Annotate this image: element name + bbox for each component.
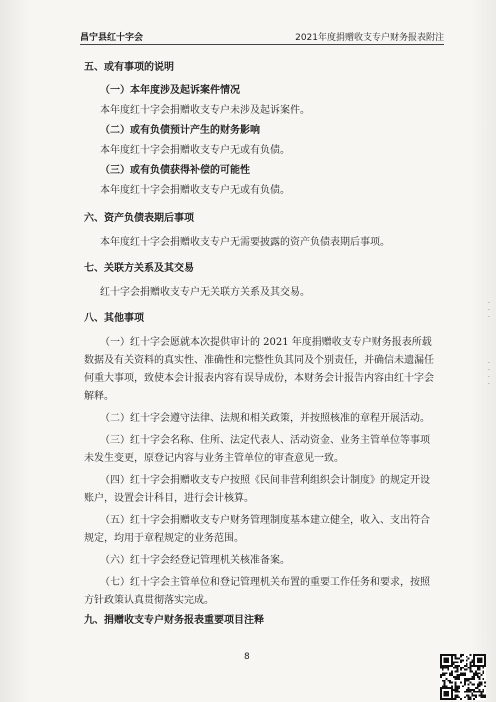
header-doc-title: 2021年度捐赠收支专户财务报表附注 — [295, 33, 444, 43]
page-number: 8 — [244, 652, 250, 662]
body-text-line: 未发生变更，原登记内容与业务主管单位的审查意见一致。 — [84, 453, 344, 464]
body-text-line: （一）红十字会愿就本次提供审计的 2021 年度捐赠收支专户财务报表所载 — [100, 337, 432, 348]
body-text-line: 本年度红十字会捐赠收支专户未涉及起诉案件。 — [100, 105, 310, 116]
section-heading: 七、关联方关系及其交易 — [84, 263, 194, 274]
page-header — [80, 28, 444, 45]
page-edge-mark: · · · — [488, 300, 490, 321]
body-text-line: 红十字会捐赠收支专户无关联方关系及其交易。 — [100, 287, 310, 298]
body-text-line: 账户，设置会计科目，进行会计核算。 — [84, 493, 254, 504]
body-text-line: 数据及有关资料的真实性、准确性和完整性负其同及个别责任，并确信未遗漏任 — [84, 355, 434, 366]
body-text-line: 规定，均用于章程规定的业务范围。 — [84, 533, 244, 544]
body-text-line: （六）红十字会经登记管理机关核准备案。 — [100, 555, 290, 566]
header-org-name: 昌宁县红十字会 — [80, 33, 144, 43]
qr-code-icon — [440, 654, 486, 700]
section-heading: 九、捐赠收支专户财务报表重要项目注释 — [84, 615, 264, 626]
body-text-line: 本年度红十字会捐赠收支专户无或有负债。 — [100, 145, 290, 156]
page-edge-mark: · · · · — [488, 360, 490, 388]
body-text-line: （三）红十字会名称、住所、法定代表人、活动资金、业务主管单位等事项 — [100, 435, 430, 446]
body-text-line: （七）红十字会主管单位和登记管理机关布置的重要工作任务和要求，按照 — [100, 577, 430, 588]
body-text-line: 解释。 — [84, 391, 114, 402]
body-text-line: （四）红十字会捐赠收支专户按照《民间非营利组织会计制度》的规定开设 — [100, 475, 430, 486]
body-text-line: 方针政策认真贯彻落实完成。 — [84, 595, 214, 606]
body-text-line: （二）红十字会遵守法律、法规和相关政策，并按照核准的章程开展活动。 — [100, 413, 430, 424]
body-text-line: （五）红十字会捐赠收支专户财务管理制度基本建立健全，收入、支出符合 — [100, 515, 430, 526]
section-heading: 五、或有事项的说明 — [84, 62, 174, 73]
body-text-line: 本年度红十字会捐赠收支专户无需要披露的资产负债表期后事项。 — [100, 237, 390, 248]
body-text-line: 本年度红十字会捐赠收支专户无或有负债。 — [100, 185, 290, 196]
section-heading: 八、其他事项 — [84, 313, 144, 324]
section-heading: 六、资产负债表期后事项 — [84, 213, 194, 224]
section-heading: （一）本年度涉及起诉案件情况 — [100, 85, 240, 96]
section-heading: （二）或有负债预计产生的财务影响 — [100, 125, 260, 136]
section-heading: （三）或有负债获得补偿的可能性 — [100, 165, 250, 176]
body-text-line: 何重大事项，致使本会计报表内容有误导成份，本财务会计报告内容由红十字会 — [84, 373, 434, 384]
